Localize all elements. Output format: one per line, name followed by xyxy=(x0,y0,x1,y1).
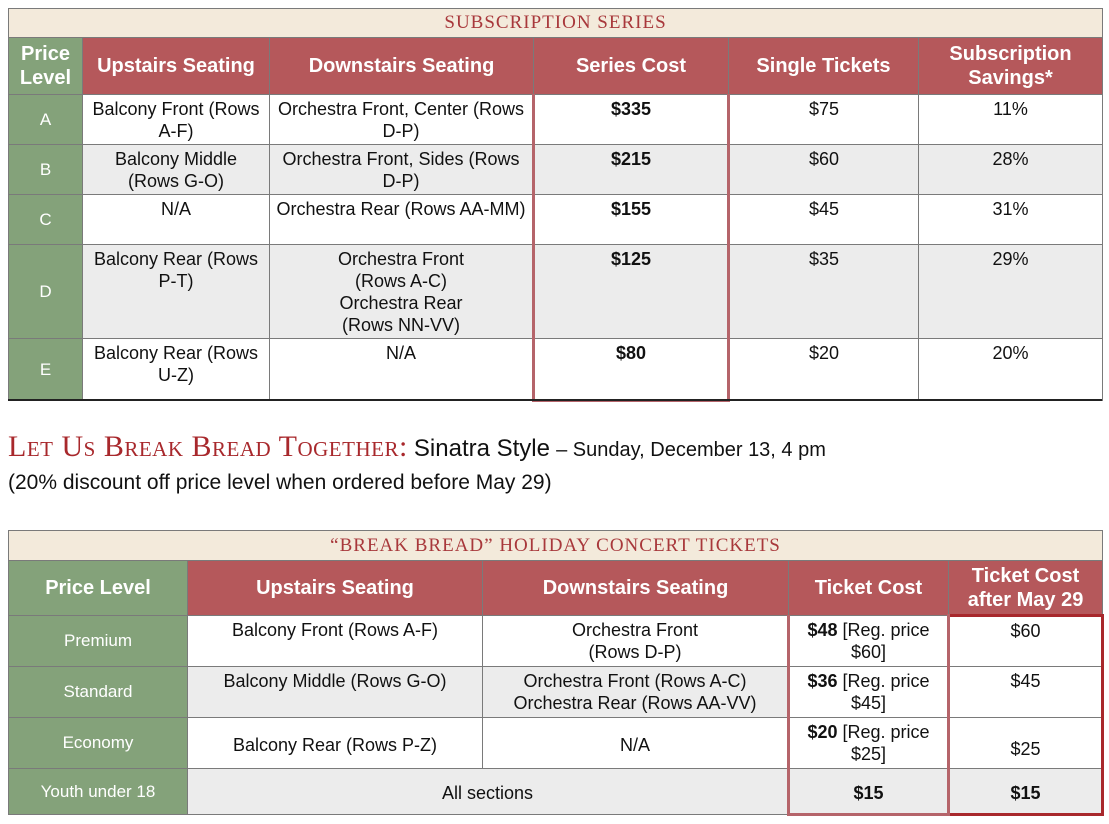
savings-cell: 20% xyxy=(919,339,1103,401)
upstairs-cell: Balcony Middle (Rows G-O) xyxy=(188,667,483,718)
single-ticket-cell: $60 xyxy=(729,145,919,195)
subscription-series-table xyxy=(8,8,1103,402)
table-row xyxy=(9,667,1103,718)
header-single-tickets: Single Tickets xyxy=(729,38,919,95)
single-ticket-cell: $35 xyxy=(729,245,919,339)
header-upstairs-seating: Upstairs Seating xyxy=(188,561,483,616)
upstairs-cell: Balcony Rear (Rows P-Z) xyxy=(188,718,483,769)
event-discount-note: (20% discount off price level when ordered before May 29) xyxy=(8,471,552,494)
upstairs-cell: Balcony Middle (Rows G-O) xyxy=(83,145,270,195)
upstairs-cell: N/A xyxy=(83,195,270,245)
all-sections-cell: All sections xyxy=(188,769,789,815)
downstairs-cell xyxy=(483,616,789,667)
holiday-concert-caption: “BREAK BREAD” HOLIDAY CONCERT TICKETS xyxy=(9,531,1103,561)
header-series-cost: Series Cost xyxy=(534,38,729,95)
holiday-concert-table xyxy=(8,530,1104,816)
ticket-cost-cell xyxy=(789,718,949,769)
price-level-cell: B xyxy=(9,145,83,195)
downstairs-line: Orchestra Front xyxy=(337,249,465,269)
upstairs-cell: Balcony Front (Rows A-F) xyxy=(83,95,270,145)
ticket-cost-value: $48 xyxy=(807,620,838,640)
header-ticket-cost-after-may-29: Ticket Cost after May 29 xyxy=(949,561,1103,616)
table-row xyxy=(9,339,1103,401)
price-level-cell: D xyxy=(9,245,83,339)
event-heading xyxy=(8,432,1102,497)
table-bottom-rule xyxy=(8,399,1102,401)
header-downstairs-seating: Downstairs Seating xyxy=(483,561,789,616)
series-cost-cell: $335 xyxy=(534,95,729,145)
after-may-29-cell: $15 xyxy=(949,769,1103,815)
downstairs-cell: Orchestra Front, Sides (Rows D-P) xyxy=(270,145,534,195)
table-row xyxy=(9,195,1103,245)
series-cost-cell: $155 xyxy=(534,195,729,245)
downstairs-cell xyxy=(270,245,534,339)
price-level-cell: Premium xyxy=(9,616,188,667)
regular-price-note: [Reg. price $25] xyxy=(842,722,930,764)
table-row xyxy=(9,95,1103,145)
event-title: Let Us Break Bread Together: xyxy=(8,430,408,463)
savings-cell: 29% xyxy=(919,245,1103,339)
after-may-29-cell: $60 xyxy=(949,616,1103,667)
savings-cell: 11% xyxy=(919,95,1103,145)
header-ticket-cost: Ticket Cost xyxy=(789,561,949,616)
downstairs-cell: N/A xyxy=(483,718,789,769)
downstairs-line: (Rows D-P) xyxy=(588,642,682,662)
downstairs-line: Orchestra Rear (Rows AA-VV) xyxy=(513,693,757,713)
header-upstairs-seating: Upstairs Seating xyxy=(83,38,270,95)
single-ticket-cell: $45 xyxy=(729,195,919,245)
header-subscription-savings: Subscription Savings* xyxy=(919,38,1103,95)
regular-price-note: [Reg. price $60] xyxy=(842,620,930,662)
header-downstairs-seating: Downstairs Seating xyxy=(270,38,534,95)
price-level-cell: E xyxy=(9,339,83,401)
savings-cell: 28% xyxy=(919,145,1103,195)
downstairs-line: Orchestra Front (Rows A-C) xyxy=(523,671,747,691)
table-row xyxy=(9,245,1103,339)
upstairs-cell: Balcony Front (Rows A-F) xyxy=(188,616,483,667)
price-level-cell: Youth under 18 xyxy=(9,769,188,815)
downstairs-cell: N/A xyxy=(270,339,534,401)
downstairs-cell xyxy=(483,667,789,718)
header-price-level: Price Level xyxy=(9,561,188,616)
ticket-cost-cell: $15 xyxy=(789,769,949,815)
regular-price-note: [Reg. price $45] xyxy=(842,671,930,713)
series-cost-cell: $80 xyxy=(534,339,729,401)
event-date: – Sunday, December 13, 4 pm xyxy=(556,439,826,461)
downstairs-line: Orchestra Rear xyxy=(339,293,463,313)
single-ticket-cell: $75 xyxy=(729,95,919,145)
subscription-series-caption: SUBSCRIPTION SERIES xyxy=(9,9,1103,38)
price-level-cell: A xyxy=(9,95,83,145)
series-cost-cell: $125 xyxy=(534,245,729,339)
downstairs-line: Orchestra Front xyxy=(571,620,699,640)
table-row xyxy=(9,616,1103,667)
table-row xyxy=(9,145,1103,195)
event-subtitle: Sinatra Style xyxy=(413,435,550,462)
downstairs-cell: Orchestra Front, Center (Rows D-P) xyxy=(270,95,534,145)
single-ticket-cell: $20 xyxy=(729,339,919,401)
header-price-level: Price Level xyxy=(9,38,83,95)
savings-cell: 31% xyxy=(919,195,1103,245)
price-level-cell: Economy xyxy=(9,718,188,769)
ticket-cost-value: $36 xyxy=(807,671,838,691)
price-level-cell: Standard xyxy=(9,667,188,718)
downstairs-line: (Rows A-C) xyxy=(354,271,447,291)
downstairs-cell: Orchestra Rear (Rows AA-MM) xyxy=(270,195,534,245)
table-row xyxy=(9,718,1103,769)
ticket-cost-cell xyxy=(789,667,949,718)
after-may-29-cell: $45 xyxy=(949,667,1103,718)
ticket-cost-value: $20 xyxy=(807,722,838,742)
price-level-cell: C xyxy=(9,195,83,245)
upstairs-cell: Balcony Rear (Rows P-T) xyxy=(83,245,270,339)
upstairs-cell: Balcony Rear (Rows U-Z) xyxy=(83,339,270,401)
ticket-cost-cell xyxy=(789,616,949,667)
after-may-29-cell: $25 xyxy=(949,718,1103,769)
series-cost-cell: $215 xyxy=(534,145,729,195)
table-row xyxy=(9,769,1103,815)
downstairs-line: (Rows NN-VV) xyxy=(341,315,460,335)
